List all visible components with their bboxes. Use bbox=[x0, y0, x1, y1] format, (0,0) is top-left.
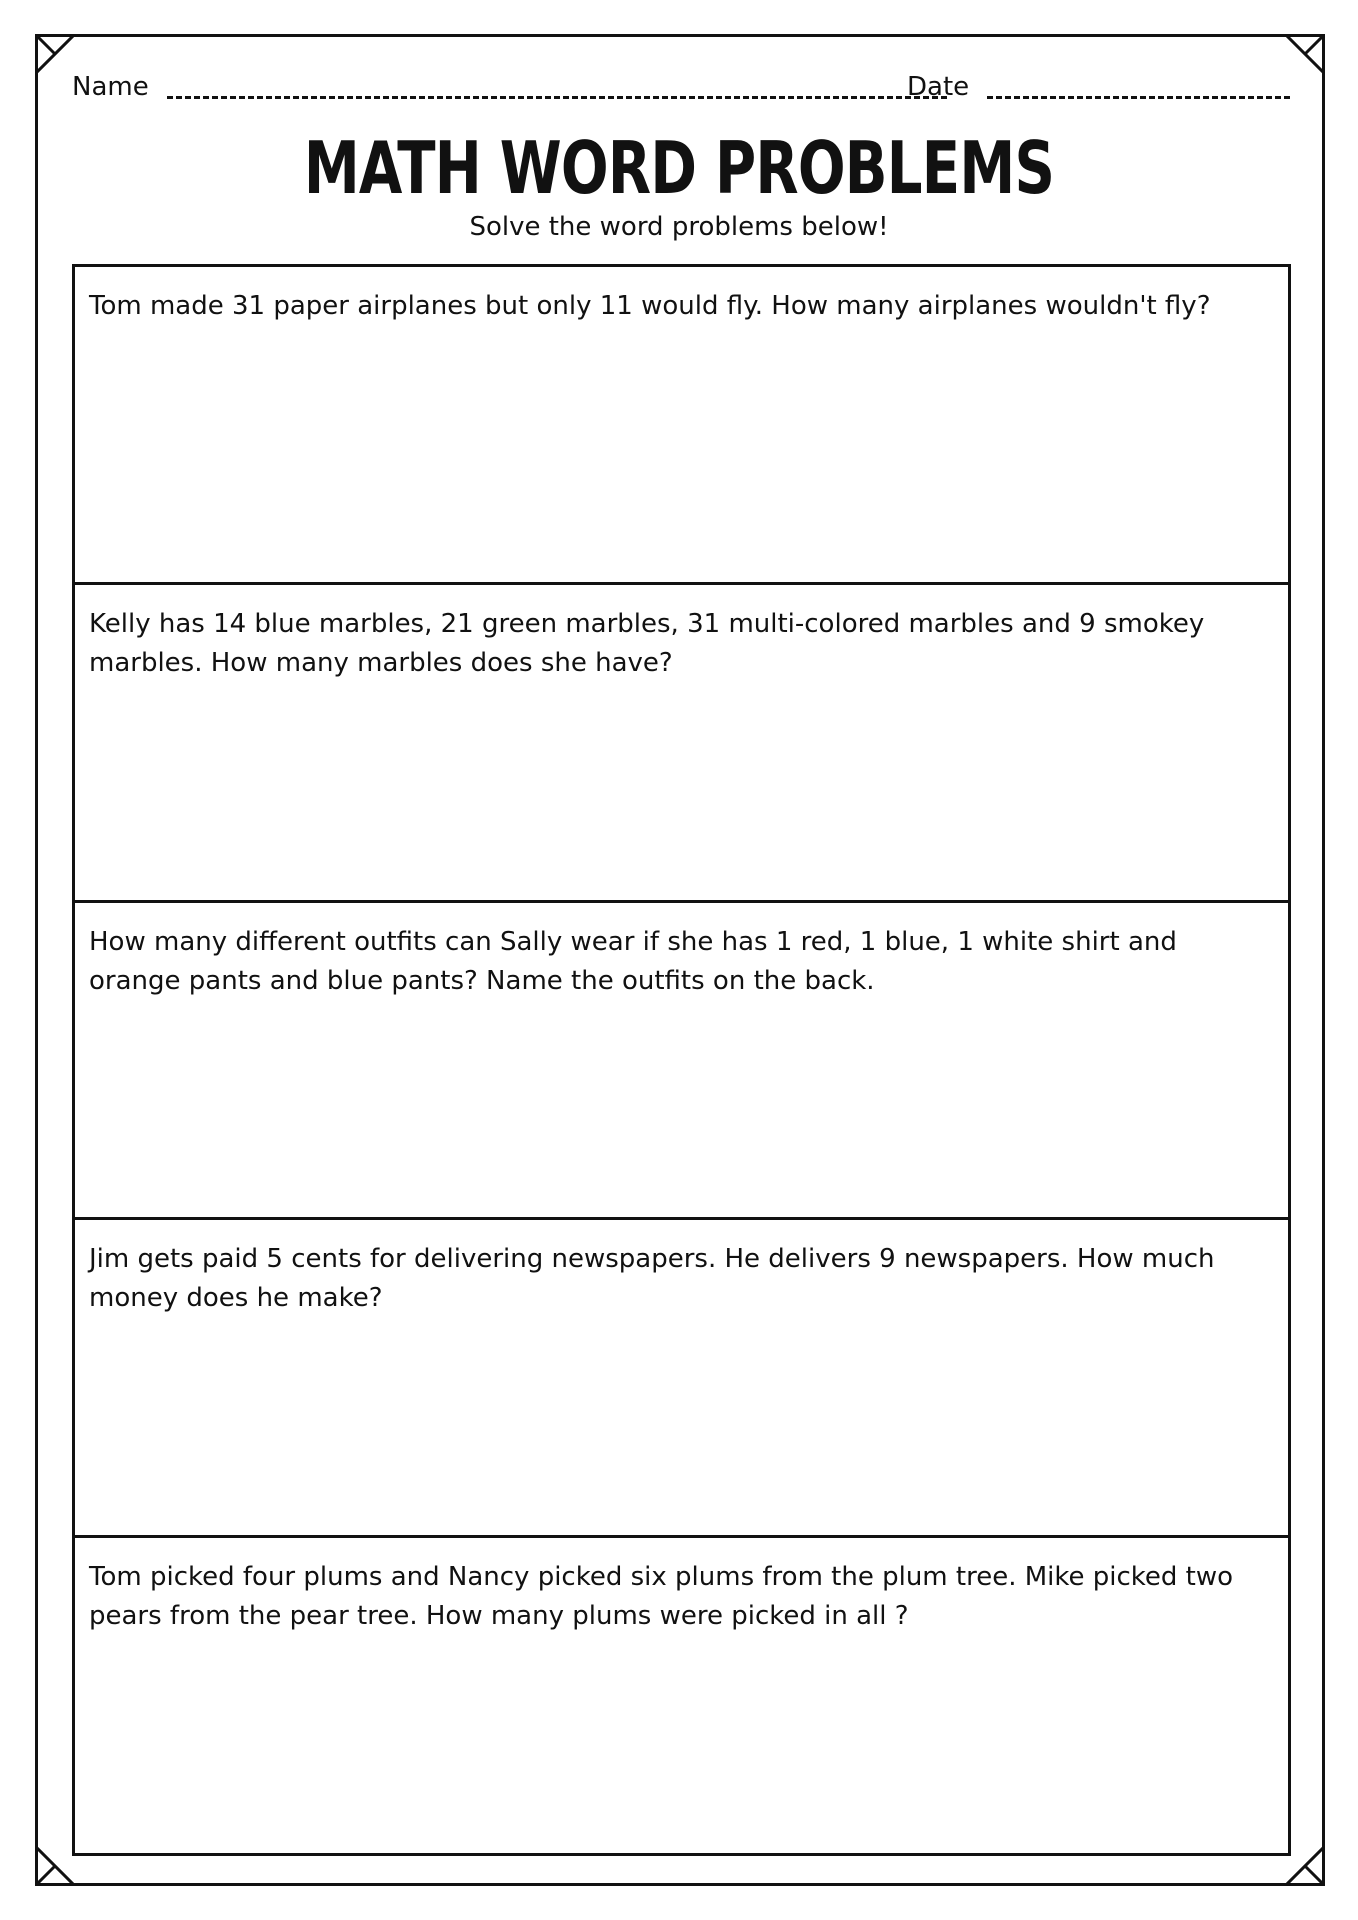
problem-text: Jim gets paid 5 cents for delivering newspapers. He delivers 9 newspapers. How much money does he make? bbox=[89, 1244, 1215, 1314]
problem-text: Tom made 31 paper airplanes but only 11 would fly. How many airplanes wouldn't fly? bbox=[89, 291, 1211, 321]
page-title: MATH WORD PROBLEMS bbox=[303, 126, 1055, 210]
corner-ornament-icon bbox=[1285, 34, 1325, 74]
name-label: Name bbox=[72, 72, 149, 102]
name-field[interactable] bbox=[167, 96, 947, 99]
problem-box[interactable] bbox=[75, 1538, 1288, 1853]
page-subtitle: Solve the word problems below! bbox=[469, 212, 889, 242]
date-field[interactable] bbox=[987, 96, 1290, 99]
problem-box[interactable] bbox=[75, 267, 1288, 585]
problem-box[interactable] bbox=[75, 585, 1288, 903]
corner-ornament-icon bbox=[35, 34, 75, 74]
problem-text: How many different outfits can Sally wear if she has 1 red, 1 blue, 1 white shirt and orange pants and blue pants? Name the outfits on the back. bbox=[89, 926, 1177, 996]
problem-text: Tom picked four plums and Nancy picked six plums from the plum tree. Mike picked two pears from the pear tree. How many plums were picked in all ? bbox=[89, 1562, 1234, 1632]
date-label: Date bbox=[907, 72, 970, 102]
corner-ornament-icon bbox=[35, 1846, 75, 1886]
problem-box[interactable] bbox=[75, 903, 1288, 1221]
problem-list bbox=[72, 264, 1291, 1856]
corner-ornament-icon bbox=[1285, 1846, 1325, 1886]
problem-box[interactable] bbox=[75, 1220, 1288, 1538]
problem-text: Kelly has 14 blue marbles, 21 green marbles, 31 multi-colored marbles and 9 smokey marbles. How many marbles does she have? bbox=[89, 608, 1205, 678]
name-date-header bbox=[72, 72, 1290, 102]
